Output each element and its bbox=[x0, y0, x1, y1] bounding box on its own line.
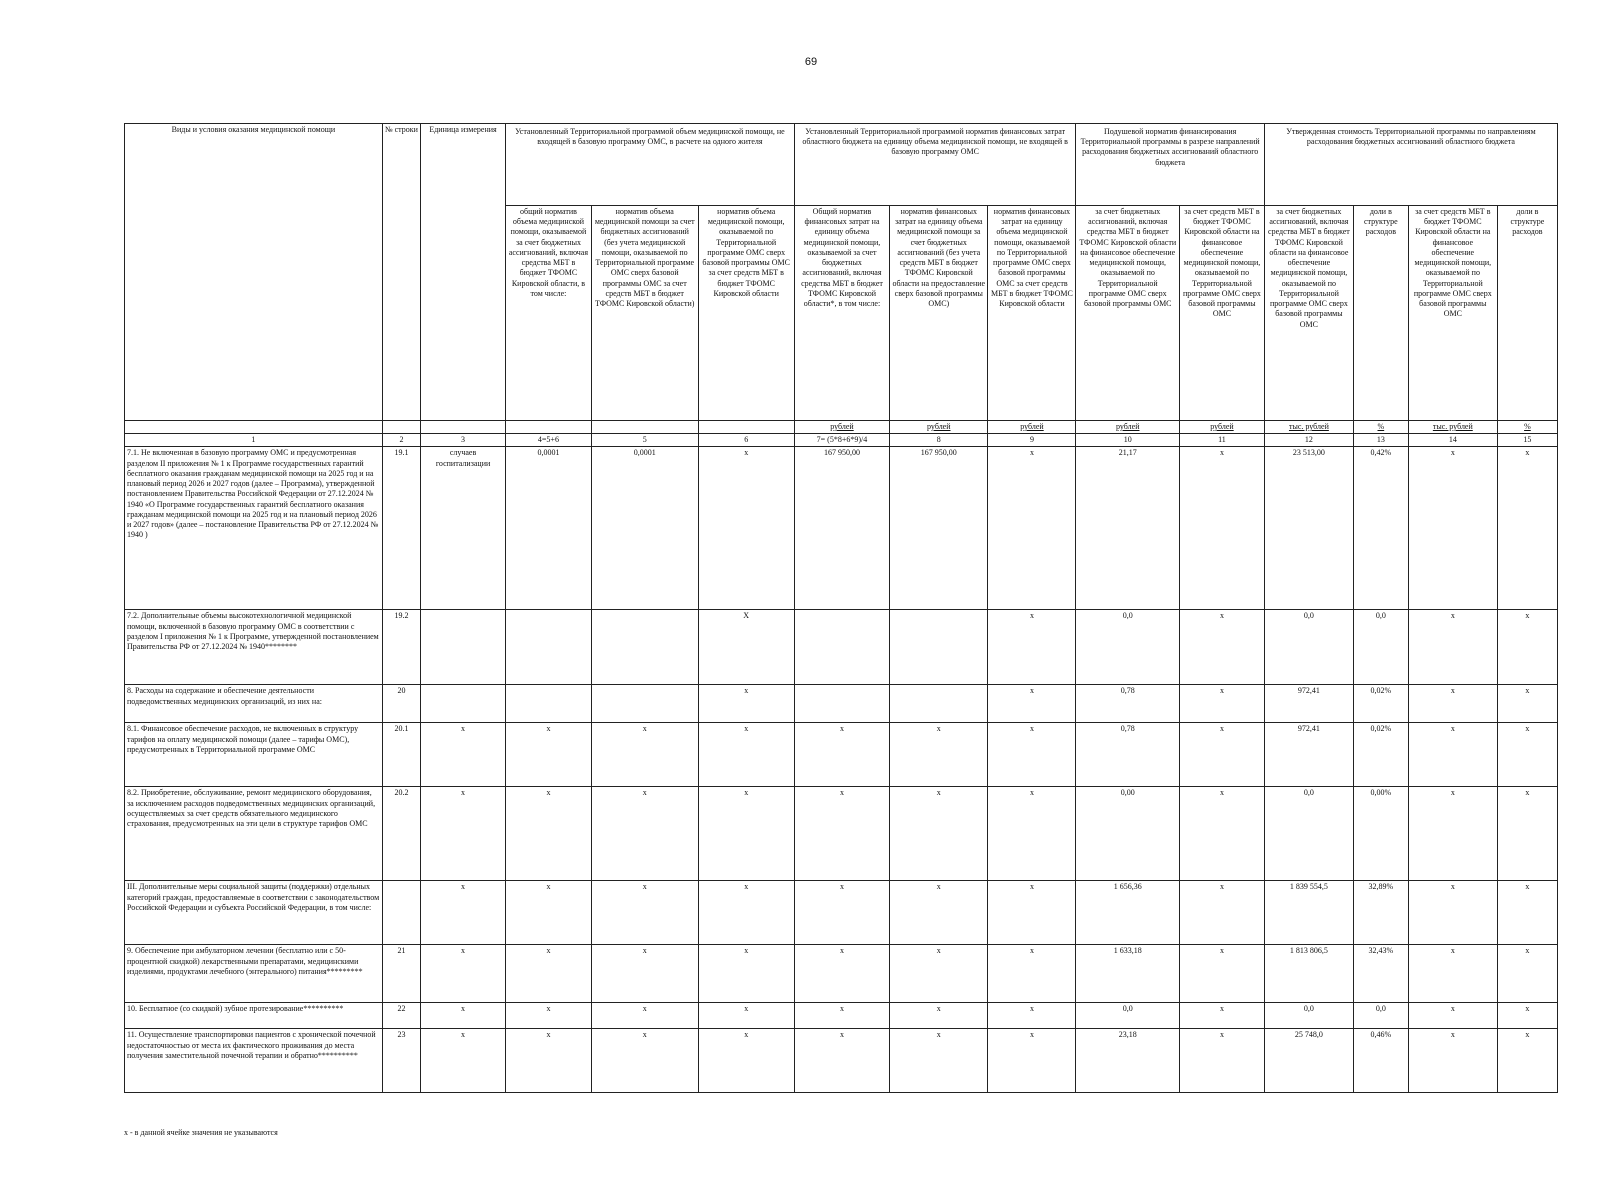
table-cell: 0,0 bbox=[1264, 610, 1353, 685]
table-cell: 20.2 bbox=[382, 787, 420, 881]
table-cell: x bbox=[1497, 685, 1557, 723]
table-cell: x bbox=[890, 723, 988, 787]
table-cell: 0,0001 bbox=[591, 447, 698, 610]
table-cell: x bbox=[591, 945, 698, 1003]
table-row bbox=[125, 787, 1558, 881]
table-cell bbox=[382, 881, 420, 945]
header-group-label: Установленный Территориальной программой норматив финансовых затрат областного бюджета на единицу объема медицинской помощи, не входящей в базовую программу ОМС bbox=[802, 127, 1068, 157]
table-cell: 0,0 bbox=[1264, 1003, 1353, 1029]
table-cell: 32,43% bbox=[1353, 945, 1408, 1003]
header-cell: доли в структуре расходов bbox=[1353, 206, 1408, 421]
table-cell: x bbox=[1408, 945, 1497, 1003]
table-cell: x bbox=[421, 1029, 506, 1093]
table-cell: x bbox=[505, 1003, 591, 1029]
table-cell: x bbox=[1408, 723, 1497, 787]
footnote: x - в данной ячейке значения не указываются bbox=[124, 1128, 278, 1137]
unit-cell bbox=[698, 421, 794, 434]
unit-cell bbox=[421, 421, 506, 434]
unit-row bbox=[125, 421, 1558, 434]
header-cell: норматив объема медицинской помощи, оказываемой по Территориальной программе ОМС сверх базовой программы ОМС за счет средств МБТ в бюджет ТФОМС Кировской области bbox=[698, 206, 794, 421]
table-cell: 1 633,18 bbox=[1076, 945, 1180, 1003]
table-cell: x bbox=[1497, 723, 1557, 787]
column-number: 4=5+6 bbox=[505, 434, 591, 447]
table-cell bbox=[890, 610, 988, 685]
table-cell: 25 748,0 bbox=[1264, 1029, 1353, 1093]
header-cell: Виды и условия оказания медицинской помощи bbox=[125, 124, 383, 421]
table-row bbox=[125, 610, 1558, 685]
table-cell: 0,00 bbox=[1076, 787, 1180, 881]
row-description: 8. Расходы на содержание и обеспечение деятельности подведомственных медицинских организаций, из них на: bbox=[125, 685, 383, 723]
table-cell: x bbox=[1180, 787, 1265, 881]
table-cell: x bbox=[591, 1003, 698, 1029]
table-cell: x bbox=[1180, 1029, 1265, 1093]
row-description: III. Дополнительные меры социальной защиты (поддержки) отдельных категорий граждан, предоставляемые в соответствии с законодательством Российской Федерации и субъекта Российской Федерации, в том числе: bbox=[125, 881, 383, 945]
table-cell: x bbox=[1180, 723, 1265, 787]
table-row bbox=[125, 447, 1558, 610]
table-cell: 1 813 806,5 bbox=[1264, 945, 1353, 1003]
table-cell: x bbox=[421, 881, 506, 945]
table-cell: 167 950,00 bbox=[794, 447, 889, 610]
table-cell: x bbox=[505, 945, 591, 1003]
table-cell: x bbox=[988, 447, 1076, 610]
header-cell: Общий норматив финансовых затрат на единицу объема медицинской помощи, оказываемой за счет бюджетных ассигнований, включая средства МБТ в бюджет ТФОМС Кировской области*, в том числе: bbox=[794, 206, 889, 421]
header-cell: № строки bbox=[382, 124, 420, 421]
column-number: 11 bbox=[1180, 434, 1265, 447]
column-number: 5 bbox=[591, 434, 698, 447]
table-cell: x bbox=[988, 787, 1076, 881]
table-cell: x bbox=[505, 787, 591, 881]
table-row bbox=[125, 685, 1558, 723]
table-cell: x bbox=[505, 881, 591, 945]
table-cell: x bbox=[1408, 787, 1497, 881]
unit-cell: рублей bbox=[890, 421, 988, 434]
table-cell: x bbox=[1497, 1003, 1557, 1029]
header-cell: норматив финансовых затрат на единицу объема медицинской помощи за счет бюджетных ассигнований (без учета средств МБТ в бюджет ТФОМС Кировской области на предоставление сверх базовой программы ОМС) bbox=[890, 206, 988, 421]
table-cell bbox=[421, 610, 506, 685]
table-cell: x bbox=[988, 1029, 1076, 1093]
table-cell: 21,17 bbox=[1076, 447, 1180, 610]
table-cell: x bbox=[591, 723, 698, 787]
table-cell: 0,0001 bbox=[505, 447, 591, 610]
table-cell: x bbox=[698, 1003, 794, 1029]
table-cell: x bbox=[988, 1003, 1076, 1029]
row-description: 7.1. Не включенная в базовую программу ОМС и предусмотренная разделом II приложения № 1 к Программе государственных гарантий бесплатного оказания гражданам медицинской помощи на 2025 год и на плановый период 2026 и 2027 годов (далее – Программа), утвержденной постановлением Правительства Российской Федерации от 27.12.2024 № 1940 «О Программе государственных гарантий бесплатного оказания гражданам медицинской помощи на 2025 год и на плановый период 2026 и 2027 годов» (далее – постановление Правительства РФ от 27.12.2024 № 1940 ) bbox=[125, 447, 383, 610]
table-cell: x bbox=[505, 1029, 591, 1093]
table-cell: x bbox=[1497, 787, 1557, 881]
table-cell: 23 bbox=[382, 1029, 420, 1093]
row-description: 11. Осуществление транспортировки пациентов с хронической почечной недостаточностью от места их фактического проживания до места получения заместительной почечной терапии и обратно********** bbox=[125, 1029, 383, 1093]
unit-cell: рублей bbox=[988, 421, 1076, 434]
table-cell: x bbox=[591, 881, 698, 945]
table-cell bbox=[591, 685, 698, 723]
table-cell: x bbox=[890, 1029, 988, 1093]
table-cell: x bbox=[794, 945, 889, 1003]
row-description: 8.2. Приобретение, обслуживание, ремонт медицинского оборудования, за исключением расходов подведомственных медицинских организаций, осуществляемых за счет средств обязательного медицинского страхования, предусмотренных на эти цели в структуре тарифов ОМС bbox=[125, 787, 383, 881]
column-number: 14 bbox=[1408, 434, 1497, 447]
table-cell bbox=[505, 685, 591, 723]
table-cell: x bbox=[421, 787, 506, 881]
table-cell: x bbox=[890, 787, 988, 881]
header-cell bbox=[794, 124, 1076, 206]
table-cell: x bbox=[890, 881, 988, 945]
table-cell: 0,46% bbox=[1353, 1029, 1408, 1093]
table-cell: x bbox=[698, 685, 794, 723]
table-cell: 23,18 bbox=[1076, 1029, 1180, 1093]
table-cell: 23 513,00 bbox=[1264, 447, 1353, 610]
table-cell: x bbox=[698, 881, 794, 945]
table-cell: 0,00% bbox=[1353, 787, 1408, 881]
table-cell: x bbox=[1497, 1029, 1557, 1093]
table-cell: x bbox=[1408, 610, 1497, 685]
table-cell: x bbox=[890, 945, 988, 1003]
table-row bbox=[125, 1029, 1558, 1093]
table-cell: 22 bbox=[382, 1003, 420, 1029]
table-body bbox=[125, 447, 1558, 1093]
table-cell: x bbox=[505, 723, 591, 787]
table-cell: x bbox=[1408, 447, 1497, 610]
column-number: 8 bbox=[890, 434, 988, 447]
table-cell bbox=[794, 610, 889, 685]
header-group-label: Утвержденная стоимость Территориальной программы по направлениям расходования бюджетных ассигнований областного бюджета bbox=[1286, 127, 1536, 147]
header-cell: за счет средств МБТ в бюджет ТФОМС Кировской области на финансовое обеспечение медицинской помощи, оказываемой по Территориальной программе ОМС сверх базовой программы ОМС bbox=[1180, 206, 1265, 421]
table-cell: x bbox=[794, 1029, 889, 1093]
table-cell: x bbox=[1180, 685, 1265, 723]
table-cell: 0,02% bbox=[1353, 723, 1408, 787]
column-number-row bbox=[125, 434, 1558, 447]
table-cell: 0,0 bbox=[1353, 610, 1408, 685]
row-description: 9. Обеспечение при амбулаторном лечении (бесплатно или с 50-процентной скидкой) лекарственными препаратами, медицинскими изделиями, продуктами лечебного (энтерального) питания********* bbox=[125, 945, 383, 1003]
table-cell: 0,78 bbox=[1076, 685, 1180, 723]
unit-cell bbox=[382, 421, 420, 434]
table-cell: x bbox=[1408, 1029, 1497, 1093]
header-group-row bbox=[125, 124, 1558, 206]
table-cell: x bbox=[1408, 881, 1497, 945]
unit-cell: рублей bbox=[1076, 421, 1180, 434]
table-cell: 0,0 bbox=[1353, 1003, 1408, 1029]
header-cell bbox=[1076, 124, 1264, 206]
table-cell: x bbox=[698, 787, 794, 881]
unit-cell: % bbox=[1497, 421, 1557, 434]
header-cell: общий норматив объема медицинской помощи, оказываемой за счет бюджетных ассигнований, включая средства МБТ в бюджет ТФОМС Кировской области, в том числе: bbox=[505, 206, 591, 421]
table-cell: 19.1 bbox=[382, 447, 420, 610]
header-cell: за счет бюджетных ассигнований, включая средства МБТ в бюджет ТФОМС Кировской области на финансовое обеспечение медицинской помощи, оказываемой по Территориальной программе ОМС сверх базовой программы ОМС bbox=[1264, 206, 1353, 421]
table-cell: x bbox=[421, 723, 506, 787]
header-cell bbox=[1264, 124, 1557, 206]
header-group-label: Установленный Территориальной программой объем медицинской помощи, не входящей в базовую программу ОМС, в расчете на одного жителя bbox=[515, 127, 785, 147]
table-cell: x bbox=[698, 447, 794, 610]
table-cell: x bbox=[1497, 610, 1557, 685]
table-cell: 32,89% bbox=[1353, 881, 1408, 945]
table-cell: 972,41 bbox=[1264, 723, 1353, 787]
table-cell: x bbox=[1408, 685, 1497, 723]
table-cell bbox=[505, 610, 591, 685]
table-cell: x bbox=[421, 945, 506, 1003]
table-cell: x bbox=[794, 723, 889, 787]
header-cell: Единица измерения bbox=[421, 124, 506, 421]
column-number: 7= (5*8+6*9)/4 bbox=[794, 434, 889, 447]
table-cell: x bbox=[988, 723, 1076, 787]
table-cell: 0,42% bbox=[1353, 447, 1408, 610]
table-row bbox=[125, 881, 1558, 945]
column-number: 9 bbox=[988, 434, 1076, 447]
unit-cell: тыс. рублей bbox=[1264, 421, 1353, 434]
header-cell bbox=[505, 124, 794, 206]
table-cell: X bbox=[698, 610, 794, 685]
table-cell bbox=[794, 685, 889, 723]
table-cell: 0,0 bbox=[1076, 610, 1180, 685]
header-cell: норматив объема медицинской помощи за счет бюджетных ассигнований (без учета медицинской помощи, оказываемой по Территориальной программе ОМС сверх базовой программы ОМС за счет средств МБТ в бюджет ТФОМС Кировской области) bbox=[591, 206, 698, 421]
table-cell: x bbox=[1180, 945, 1265, 1003]
table-cell: x bbox=[1497, 881, 1557, 945]
table-cell: 1 656,36 bbox=[1076, 881, 1180, 945]
table-cell: x bbox=[794, 1003, 889, 1029]
table-cell: x bbox=[794, 787, 889, 881]
column-number: 13 bbox=[1353, 434, 1408, 447]
column-number: 1 bbox=[125, 434, 383, 447]
table-cell: 19.2 bbox=[382, 610, 420, 685]
unit-cell: тыс. рублей bbox=[1408, 421, 1497, 434]
header-cell: норматив финансовых затрат на единицу объема медицинской помощи, оказываемой по Территориальной программе ОМС сверх базовой программы ОМС за счет средств МБТ в бюджет ТФОМС Кировской области bbox=[988, 206, 1076, 421]
header-group-label: Подушевой норматив финансирования Территориальной программы в разрезе направлений расходования бюджетных ассигнований областного бюджета bbox=[1080, 127, 1260, 167]
header-cell: за счет бюджетных ассигнований, включая средства МБТ в бюджет ТФОМС Кировской области на финансовое обеспечение медицинской помощи, оказываемой по Территориальной программе ОМС сверх базовой программы ОМС bbox=[1076, 206, 1180, 421]
unit-cell bbox=[505, 421, 591, 434]
header-cell: доли в структуре расходов bbox=[1497, 206, 1557, 421]
table-cell: x bbox=[988, 881, 1076, 945]
table-cell: x bbox=[591, 1029, 698, 1093]
table-cell bbox=[890, 685, 988, 723]
table-cell: x bbox=[988, 945, 1076, 1003]
table-cell: x bbox=[890, 1003, 988, 1029]
table-row bbox=[125, 723, 1558, 787]
table-cell: случаев госпитализации bbox=[421, 447, 506, 610]
page-number: 69 bbox=[804, 56, 818, 68]
table-cell: x bbox=[698, 723, 794, 787]
table-cell: x bbox=[1497, 447, 1557, 610]
table-cell: x bbox=[591, 787, 698, 881]
row-description: 8.1. Финансовое обеспечение расходов, не включенных в структуру тарифов на оплату медицинской помощи (далее – тарифы ОМС), предусмотренных в Территориальной программе ОМС bbox=[125, 723, 383, 787]
table-cell: x bbox=[1180, 447, 1265, 610]
table-cell: 0,02% bbox=[1353, 685, 1408, 723]
unit-cell: рублей bbox=[1180, 421, 1265, 434]
table-cell: x bbox=[421, 1003, 506, 1029]
unit-cell: % bbox=[1353, 421, 1408, 434]
table-cell: x bbox=[1180, 610, 1265, 685]
table-cell: 167 950,00 bbox=[890, 447, 988, 610]
header-cell: за счет средств МБТ в бюджет ТФОМС Кировской области на финансовое обеспечение медицинской помощи, оказываемой по Территориальной программе ОМС сверх базовой программы ОМС bbox=[1408, 206, 1497, 421]
table-cell: x bbox=[1180, 1003, 1265, 1029]
table-cell bbox=[591, 610, 698, 685]
table-cell: 0,0 bbox=[1264, 787, 1353, 881]
column-number: 15 bbox=[1497, 434, 1557, 447]
column-number: 3 bbox=[421, 434, 506, 447]
table-cell: 0,78 bbox=[1076, 723, 1180, 787]
data-table bbox=[124, 123, 1558, 1093]
table-cell: x bbox=[794, 881, 889, 945]
table-cell: 21 bbox=[382, 945, 420, 1003]
column-number: 6 bbox=[698, 434, 794, 447]
table-row bbox=[125, 1003, 1558, 1029]
unit-cell bbox=[125, 421, 383, 434]
row-description: 7.2. Дополнительные объемы высокотехнологичной медицинской помощи, включенной в базовую программу ОМС в соответствии с разделом I приложения № 1 к Программе, утвержденной постановлением Правительства РФ от 27.12.2024 № 1940******** bbox=[125, 610, 383, 685]
table-cell: x bbox=[698, 945, 794, 1003]
table-cell: x bbox=[1408, 1003, 1497, 1029]
table-cell: x bbox=[988, 610, 1076, 685]
table-cell bbox=[421, 685, 506, 723]
row-description: 10. Бесплатное (со скидкой) зубное протезирование********** bbox=[125, 1003, 383, 1029]
table-cell: 0,0 bbox=[1076, 1003, 1180, 1029]
table-row bbox=[125, 945, 1558, 1003]
column-number: 2 bbox=[382, 434, 420, 447]
table-cell: x bbox=[988, 685, 1076, 723]
unit-cell: рублей bbox=[794, 421, 889, 434]
table-cell: 972,41 bbox=[1264, 685, 1353, 723]
column-number: 12 bbox=[1264, 434, 1353, 447]
table-cell: 1 839 554,5 bbox=[1264, 881, 1353, 945]
table-cell: x bbox=[698, 1029, 794, 1093]
column-number: 10 bbox=[1076, 434, 1180, 447]
unit-cell bbox=[591, 421, 698, 434]
table-cell: x bbox=[1180, 881, 1265, 945]
table-cell: 20 bbox=[382, 685, 420, 723]
table-cell: x bbox=[1497, 945, 1557, 1003]
table-cell: 20.1 bbox=[382, 723, 420, 787]
